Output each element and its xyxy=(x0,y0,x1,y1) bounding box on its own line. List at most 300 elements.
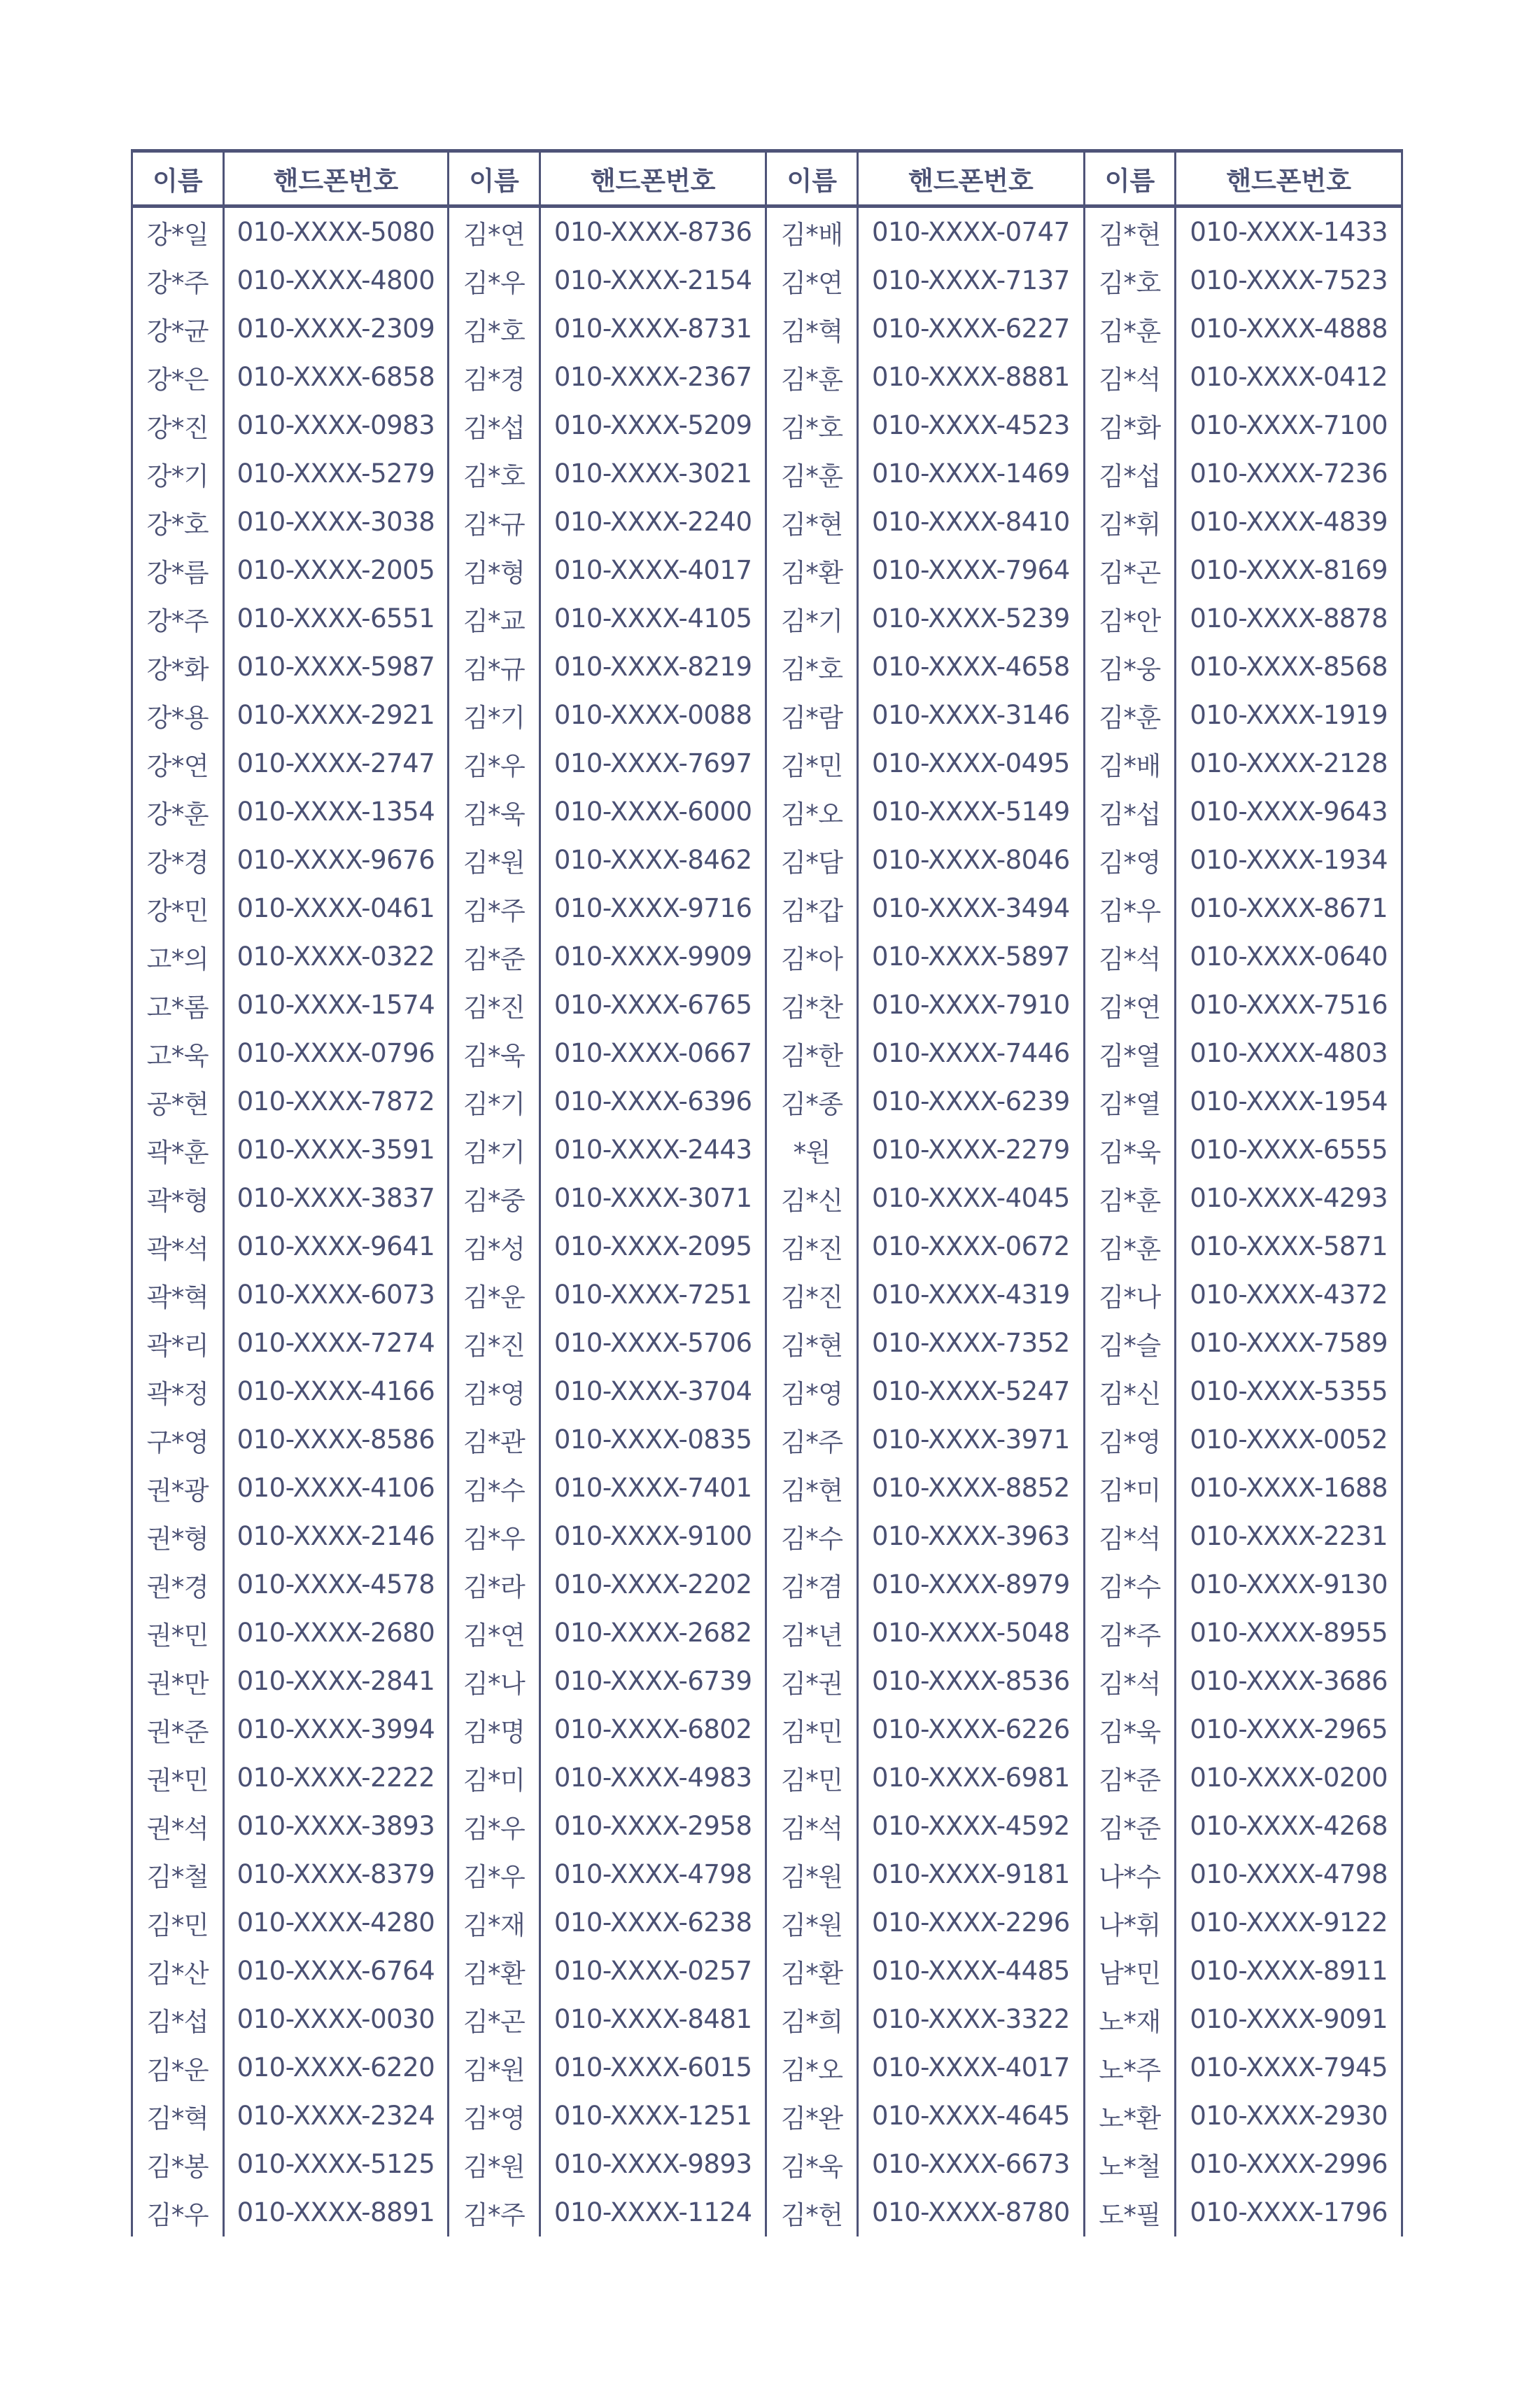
phone-cell: 010-XXXX-7251 xyxy=(540,1270,766,1319)
name-cell: 김*재 xyxy=(449,1898,540,1947)
name-cell: 강*화 xyxy=(132,643,224,691)
phone-cell: 010-XXXX-5987 xyxy=(223,643,449,691)
name-cell: 김*훈 xyxy=(1084,1222,1176,1270)
phone-cell: 010-XXXX-4578 xyxy=(223,1560,449,1609)
table-row xyxy=(132,1560,1402,1609)
name-cell: 김*우 xyxy=(449,1850,540,1898)
phone-cell: 010-XXXX-0052 xyxy=(1176,1415,1402,1464)
phone-cell: 010-XXXX-6551 xyxy=(223,594,449,643)
name-cell: 김*준 xyxy=(449,932,540,981)
name-cell: *원 xyxy=(766,1126,858,1174)
table-row xyxy=(132,353,1402,401)
phone-cell: 010-XXXX-0461 xyxy=(223,884,449,932)
table-row xyxy=(132,304,1402,353)
phone-cell: 010-XXXX-6220 xyxy=(223,2043,449,2092)
phone-cell: 010-XXXX-6227 xyxy=(858,304,1085,353)
name-cell: 김*성 xyxy=(449,1222,540,1270)
phone-cell: 010-XXXX-3704 xyxy=(540,1367,766,1415)
table-row xyxy=(132,498,1402,546)
phone-cell: 010-XXXX-5279 xyxy=(223,449,449,498)
phone-cell: 010-XXXX-2747 xyxy=(223,739,449,788)
table-row xyxy=(132,788,1402,836)
phone-cell: 010-XXXX-7236 xyxy=(1176,449,1402,498)
phone-cell: 010-XXXX-6555 xyxy=(1176,1126,1402,1174)
name-cell: 김*훈 xyxy=(1084,304,1176,353)
name-cell: 김*영 xyxy=(449,1367,540,1415)
phone-cell: 010-XXXX-6226 xyxy=(858,1705,1085,1754)
name-cell: 강*은 xyxy=(132,353,224,401)
phone-cell: 010-XXXX-0030 xyxy=(223,1995,449,2043)
table-row xyxy=(132,691,1402,739)
name-cell: 김*열 xyxy=(1084,1029,1176,1077)
phone-cell: 010-XXXX-4372 xyxy=(1176,1270,1402,1319)
phone-cell: 010-XXXX-2930 xyxy=(1176,2092,1402,2140)
name-cell: 권*형 xyxy=(132,1512,224,1560)
name-cell: 김*연 xyxy=(1084,981,1176,1029)
phone-cell: 010-XXXX-2309 xyxy=(223,304,449,353)
name-cell: 노*주 xyxy=(1084,2043,1176,2092)
name-cell: 권*민 xyxy=(132,1754,224,1802)
phone-cell: 010-XXXX-9676 xyxy=(223,836,449,884)
phone-cell: 010-XXXX-2005 xyxy=(223,546,449,594)
phone-cell: 010-XXXX-8979 xyxy=(858,1560,1085,1609)
name-cell: 김*섭 xyxy=(449,401,540,449)
phone-cell: 010-XXXX-2680 xyxy=(223,1609,449,1657)
name-cell: 김*운 xyxy=(449,1270,540,1319)
name-cell: 김*산 xyxy=(132,1947,224,1995)
phone-cell: 010-XXXX-4017 xyxy=(858,2043,1085,2092)
name-cell: 김*원 xyxy=(766,1850,858,1898)
name-cell: 김*봉 xyxy=(132,2140,224,2188)
name-cell: 강*주 xyxy=(132,594,224,643)
phone-cell: 010-XXXX-6858 xyxy=(223,353,449,401)
name-cell: 권*광 xyxy=(132,1464,224,1512)
name-cell: 김*기 xyxy=(449,1077,540,1126)
name-cell: 곽*형 xyxy=(132,1174,224,1222)
name-cell: 강*주 xyxy=(132,256,224,304)
phone-cell: 010-XXXX-3591 xyxy=(223,1126,449,1174)
name-cell: 김*경 xyxy=(449,353,540,401)
table-row xyxy=(132,1270,1402,1319)
header-row xyxy=(132,151,1402,206)
name-cell: 강*민 xyxy=(132,884,224,932)
phone-cell: 010-XXXX-7401 xyxy=(540,1464,766,1512)
name-cell: 김*아 xyxy=(766,932,858,981)
name-cell: 김*환 xyxy=(766,546,858,594)
phone-cell: 010-XXXX-6802 xyxy=(540,1705,766,1754)
phone-cell: 010-XXXX-5125 xyxy=(223,2140,449,2188)
name-cell: 김*혁 xyxy=(766,304,858,353)
name-cell: 곽*정 xyxy=(132,1367,224,1415)
phone-cell: 010-XXXX-9643 xyxy=(1176,788,1402,836)
table-row xyxy=(132,932,1402,981)
phone-cell: 010-XXXX-4105 xyxy=(540,594,766,643)
name-cell: 김*미 xyxy=(449,1754,540,1802)
name-cell: 김*배 xyxy=(766,206,858,257)
name-cell: 권*경 xyxy=(132,1560,224,1609)
name-cell: 김*나 xyxy=(1084,1270,1176,1319)
phone-cell: 010-XXXX-5209 xyxy=(540,401,766,449)
name-cell: 김*라 xyxy=(449,1560,540,1609)
name-cell: 김*진 xyxy=(449,981,540,1029)
phone-cell: 010-XXXX-6764 xyxy=(223,1947,449,1995)
name-cell: 곽*훈 xyxy=(132,1126,224,1174)
name-cell: 김*원 xyxy=(449,2140,540,2188)
phone-cell: 010-XXXX-9716 xyxy=(540,884,766,932)
phone-cell: 010-XXXX-0983 xyxy=(223,401,449,449)
table-row xyxy=(132,739,1402,788)
phone-cell: 010-XXXX-8780 xyxy=(858,2188,1085,2236)
name-cell: 김*호 xyxy=(449,449,540,498)
name-cell: 김*진 xyxy=(766,1222,858,1270)
name-cell: 김*석 xyxy=(1084,1657,1176,1705)
phone-cell: 010-XXXX-8878 xyxy=(1176,594,1402,643)
phone-cell: 010-XXXX-6396 xyxy=(540,1077,766,1126)
name-cell: 김*원 xyxy=(449,836,540,884)
phone-cell: 010-XXXX-3021 xyxy=(540,449,766,498)
phone-cell: 010-XXXX-2154 xyxy=(540,256,766,304)
phone-cell: 010-XXXX-8881 xyxy=(858,353,1085,401)
table-row xyxy=(132,1222,1402,1270)
phone-cell: 010-XXXX-4645 xyxy=(858,2092,1085,2140)
name-cell: 김*겸 xyxy=(766,1560,858,1609)
name-cell: 강*름 xyxy=(132,546,224,594)
name-cell: 김*섭 xyxy=(132,1995,224,2043)
phone-cell: 010-XXXX-5239 xyxy=(858,594,1085,643)
phone-cell: 010-XXXX-6238 xyxy=(540,1898,766,1947)
name-cell: 고*의 xyxy=(132,932,224,981)
phone-cell: 010-XXXX-4166 xyxy=(223,1367,449,1415)
name-cell: 김*준 xyxy=(1084,1754,1176,1802)
phone-cell: 010-XXXX-4888 xyxy=(1176,304,1402,353)
name-cell: 나*휘 xyxy=(1084,1898,1176,1947)
phone-cell: 010-XXXX-8852 xyxy=(858,1464,1085,1512)
phone-cell: 010-XXXX-3494 xyxy=(858,884,1085,932)
name-cell: 김*환 xyxy=(449,1947,540,1995)
phone-cell: 010-XXXX-0835 xyxy=(540,1415,766,1464)
table-row xyxy=(132,1850,1402,1898)
name-cell: 나*수 xyxy=(1084,1850,1176,1898)
name-cell: 김*욱 xyxy=(449,788,540,836)
name-cell: 김*배 xyxy=(1084,739,1176,788)
phone-cell: 010-XXXX-0667 xyxy=(540,1029,766,1077)
name-cell: 강*일 xyxy=(132,206,224,257)
phone-cell: 010-XXXX-1688 xyxy=(1176,1464,1402,1512)
table-body xyxy=(132,206,1402,2237)
name-cell: 김*섭 xyxy=(1084,449,1176,498)
name-cell: 김*석 xyxy=(1084,1512,1176,1560)
phone-cell: 010-XXXX-9641 xyxy=(223,1222,449,1270)
phone-cell: 010-XXXX-2240 xyxy=(540,498,766,546)
name-cell: 권*민 xyxy=(132,1609,224,1657)
phone-cell: 010-XXXX-5149 xyxy=(858,788,1085,836)
phone-cell: 010-XXXX-8046 xyxy=(858,836,1085,884)
table-row xyxy=(132,594,1402,643)
name-cell: 김*욱 xyxy=(1084,1126,1176,1174)
name-cell: 강*진 xyxy=(132,401,224,449)
name-cell: 김*형 xyxy=(449,546,540,594)
phone-cell: 010-XXXX-8462 xyxy=(540,836,766,884)
name-cell: 김*수 xyxy=(766,1512,858,1560)
phone-cell: 010-XXXX-4592 xyxy=(858,1802,1085,1850)
table-row xyxy=(132,1705,1402,1754)
phone-cell: 010-XXXX-0796 xyxy=(223,1029,449,1077)
name-cell: 강*연 xyxy=(132,739,224,788)
name-cell: 김*원 xyxy=(449,2043,540,2092)
name-cell: 김*영 xyxy=(1084,1415,1176,1464)
name-cell: 김*호 xyxy=(1084,256,1176,304)
name-cell: 구*영 xyxy=(132,1415,224,1464)
table-row xyxy=(132,1367,1402,1415)
phone-cell: 010-XXXX-4106 xyxy=(223,1464,449,1512)
table-row xyxy=(132,546,1402,594)
phone-cell: 010-XXXX-7446 xyxy=(858,1029,1085,1077)
phone-cell: 010-XXXX-8586 xyxy=(223,1415,449,1464)
table-row xyxy=(132,836,1402,884)
name-cell: 김*람 xyxy=(766,691,858,739)
table-row xyxy=(132,1657,1402,1705)
name-cell: 김*호 xyxy=(449,304,540,353)
phone-cell: 010-XXXX-5048 xyxy=(858,1609,1085,1657)
phone-cell: 010-XXXX-1354 xyxy=(223,788,449,836)
phone-cell: 010-XXXX-2921 xyxy=(223,691,449,739)
table-row xyxy=(132,1802,1402,1850)
name-cell: 김*종 xyxy=(766,1077,858,1126)
name-cell: 곽*리 xyxy=(132,1319,224,1367)
phone-cell: 010-XXXX-8736 xyxy=(540,206,766,257)
name-cell: 김*안 xyxy=(1084,594,1176,643)
table-row xyxy=(132,1609,1402,1657)
phone-cell: 010-XXXX-4983 xyxy=(540,1754,766,1802)
phone-cell: 010-XXXX-4280 xyxy=(223,1898,449,1947)
name-cell: 김*철 xyxy=(132,1850,224,1898)
phone-cell: 010-XXXX-9181 xyxy=(858,1850,1085,1898)
name-cell: 김*훈 xyxy=(1084,691,1176,739)
phone-cell: 010-XXXX-8911 xyxy=(1176,1947,1402,1995)
phone-cell: 010-XXXX-7964 xyxy=(858,546,1085,594)
phone-cell: 010-XXXX-3994 xyxy=(223,1705,449,1754)
phone-cell: 010-XXXX-5080 xyxy=(223,206,449,257)
phone-cell: 010-XXXX-4803 xyxy=(1176,1029,1402,1077)
phone-cell: 010-XXXX-2128 xyxy=(1176,739,1402,788)
phone-cell: 010-XXXX-7523 xyxy=(1176,256,1402,304)
name-cell: 노*환 xyxy=(1084,2092,1176,2140)
name-cell: 권*만 xyxy=(132,1657,224,1705)
header-phone-3: 핸드폰번호 xyxy=(858,151,1085,206)
phone-cell: 010-XXXX-7516 xyxy=(1176,981,1402,1029)
phone-cell: 010-XXXX-0640 xyxy=(1176,932,1402,981)
table-row xyxy=(132,206,1402,257)
phone-cell: 010-XXXX-2443 xyxy=(540,1126,766,1174)
table-row xyxy=(132,1029,1402,1077)
phone-cell: 010-XXXX-4800 xyxy=(223,256,449,304)
name-cell: 권*석 xyxy=(132,1802,224,1850)
phone-cell: 010-XXXX-6239 xyxy=(858,1077,1085,1126)
name-cell: 김*곤 xyxy=(1084,546,1176,594)
phone-cell: 010-XXXX-8568 xyxy=(1176,643,1402,691)
table-row xyxy=(132,1077,1402,1126)
phone-cell: 010-XXXX-6000 xyxy=(540,788,766,836)
table-row xyxy=(132,1754,1402,1802)
header-name-2: 이름 xyxy=(449,151,540,206)
name-cell: 강*훈 xyxy=(132,788,224,836)
name-cell: 김*원 xyxy=(766,1898,858,1947)
header-phone-2: 핸드폰번호 xyxy=(540,151,766,206)
name-cell: 김*교 xyxy=(449,594,540,643)
table-row xyxy=(132,2043,1402,2092)
phone-cell: 010-XXXX-1796 xyxy=(1176,2188,1402,2236)
name-cell: 김*진 xyxy=(766,1270,858,1319)
phone-cell: 010-XXXX-2996 xyxy=(1176,2140,1402,2188)
name-cell: 김*현 xyxy=(766,1319,858,1367)
phone-cell: 010-XXXX-1251 xyxy=(540,2092,766,2140)
name-cell: 김*운 xyxy=(132,2043,224,2092)
phone-cell: 010-XXXX-8219 xyxy=(540,643,766,691)
name-cell: 김*헌 xyxy=(766,2188,858,2236)
phone-cell: 010-XXXX-8536 xyxy=(858,1657,1085,1705)
name-cell: 김*환 xyxy=(766,1947,858,1995)
name-cell: 권*준 xyxy=(132,1705,224,1754)
name-cell: 김*영 xyxy=(449,2092,540,2140)
header-name-1: 이름 xyxy=(132,151,224,206)
phone-cell: 010-XXXX-8379 xyxy=(223,1850,449,1898)
name-cell: 김*오 xyxy=(766,2043,858,2092)
name-cell: 김*민 xyxy=(766,1705,858,1754)
name-cell: 김*민 xyxy=(766,1754,858,1802)
name-cell: 김*민 xyxy=(766,739,858,788)
phone-cell: 010-XXXX-2222 xyxy=(223,1754,449,1802)
name-cell: 강*용 xyxy=(132,691,224,739)
name-cell: 김*훈 xyxy=(766,449,858,498)
phone-cell: 010-XXXX-8169 xyxy=(1176,546,1402,594)
phone-cell: 010-XXXX-9130 xyxy=(1176,1560,1402,1609)
phone-cell: 010-XXXX-4268 xyxy=(1176,1802,1402,1850)
phone-cell: 010-XXXX-2146 xyxy=(223,1512,449,1560)
phone-cell: 010-XXXX-3893 xyxy=(223,1802,449,1850)
name-cell: 김*미 xyxy=(1084,1464,1176,1512)
name-cell: 김*욱 xyxy=(449,1029,540,1077)
phone-cell: 010-XXXX-9893 xyxy=(540,2140,766,2188)
name-cell: 김*욱 xyxy=(1084,1705,1176,1754)
table-row xyxy=(132,2092,1402,2140)
phone-cell: 010-XXXX-0088 xyxy=(540,691,766,739)
phone-cell: 010-XXXX-6015 xyxy=(540,2043,766,2092)
name-cell: 김*연 xyxy=(449,206,540,257)
phone-cell: 010-XXXX-3686 xyxy=(1176,1657,1402,1705)
phone-cell: 010-XXXX-7137 xyxy=(858,256,1085,304)
name-cell: 공*현 xyxy=(132,1077,224,1126)
name-cell: 강*기 xyxy=(132,449,224,498)
name-cell: 김*규 xyxy=(449,498,540,546)
phone-cell: 010-XXXX-0200 xyxy=(1176,1754,1402,1802)
table-row xyxy=(132,884,1402,932)
name-cell: 김*호 xyxy=(766,643,858,691)
name-cell: 김*우 xyxy=(449,1512,540,1560)
name-cell: 김*관 xyxy=(449,1415,540,1464)
header-name-4: 이름 xyxy=(1084,151,1176,206)
name-cell: 김*영 xyxy=(766,1367,858,1415)
phone-cell: 010-XXXX-7100 xyxy=(1176,401,1402,449)
phone-cell: 010-XXXX-6739 xyxy=(540,1657,766,1705)
name-cell: 김*열 xyxy=(1084,1077,1176,1126)
phone-cell: 010-XXXX-2202 xyxy=(540,1560,766,1609)
name-cell: 김*현 xyxy=(1084,206,1176,257)
phone-cell: 010-XXXX-4017 xyxy=(540,546,766,594)
name-cell: 김*주 xyxy=(1084,1609,1176,1657)
name-cell: 김*진 xyxy=(449,1319,540,1367)
name-cell: 김*오 xyxy=(766,788,858,836)
phone-cell: 010-XXXX-2231 xyxy=(1176,1512,1402,1560)
phone-cell: 010-XXXX-7589 xyxy=(1176,1319,1402,1367)
name-cell: 김*년 xyxy=(766,1609,858,1657)
name-cell: 노*철 xyxy=(1084,2140,1176,2188)
name-cell: 김*현 xyxy=(766,498,858,546)
name-cell: 김*석 xyxy=(1084,353,1176,401)
phone-cell: 010-XXXX-9909 xyxy=(540,932,766,981)
phone-cell: 010-XXXX-4293 xyxy=(1176,1174,1402,1222)
name-cell: 김*한 xyxy=(766,1029,858,1077)
phone-cell: 010-XXXX-2958 xyxy=(540,1802,766,1850)
table-row xyxy=(132,256,1402,304)
phone-cell: 010-XXXX-2682 xyxy=(540,1609,766,1657)
phone-cell: 010-XXXX-2279 xyxy=(858,1126,1085,1174)
phone-cell: 010-XXXX-9091 xyxy=(1176,1995,1402,2043)
phone-cell: 010-XXXX-8731 xyxy=(540,304,766,353)
name-cell: 김*완 xyxy=(766,2092,858,2140)
phone-cell: 010-XXXX-2324 xyxy=(223,2092,449,2140)
name-cell: 김*현 xyxy=(766,1464,858,1512)
name-cell: 김*주 xyxy=(449,884,540,932)
name-cell: 김*훈 xyxy=(1084,1174,1176,1222)
name-cell: 김*우 xyxy=(449,739,540,788)
name-cell: 김*연 xyxy=(449,1609,540,1657)
phone-cell: 010-XXXX-7910 xyxy=(858,981,1085,1029)
table-row xyxy=(132,1898,1402,1947)
name-cell: 김*준 xyxy=(1084,1802,1176,1850)
name-cell: 김*우 xyxy=(1084,884,1176,932)
table-row xyxy=(132,1174,1402,1222)
name-cell: 김*나 xyxy=(449,1657,540,1705)
phone-cell: 010-XXXX-9122 xyxy=(1176,1898,1402,1947)
phone-cell: 010-XXXX-2965 xyxy=(1176,1705,1402,1754)
name-cell: 노*재 xyxy=(1084,1995,1176,2043)
phone-cell: 010-XXXX-8671 xyxy=(1176,884,1402,932)
name-cell: 김*혁 xyxy=(132,2092,224,2140)
phone-cell: 010-XXXX-7945 xyxy=(1176,2043,1402,2092)
table-row xyxy=(132,1415,1402,1464)
phone-cell: 010-XXXX-3038 xyxy=(223,498,449,546)
phone-cell: 010-XXXX-0322 xyxy=(223,932,449,981)
name-cell: 김*영 xyxy=(1084,836,1176,884)
phone-cell: 010-XXXX-2367 xyxy=(540,353,766,401)
phone-cell: 010-XXXX-1433 xyxy=(1176,206,1402,257)
phone-cell: 010-XXXX-4658 xyxy=(858,643,1085,691)
name-cell: 김*수 xyxy=(449,1464,540,1512)
table-row xyxy=(132,1947,1402,1995)
phone-cell: 010-XXXX-6765 xyxy=(540,981,766,1029)
phone-cell: 010-XXXX-5355 xyxy=(1176,1367,1402,1415)
name-cell: 김*섭 xyxy=(1084,788,1176,836)
name-cell: 남*민 xyxy=(1084,1947,1176,1995)
table-row xyxy=(132,1995,1402,2043)
name-cell: 김*기 xyxy=(766,594,858,643)
name-cell: 곽*석 xyxy=(132,1222,224,1270)
phone-cell: 010-XXXX-5247 xyxy=(858,1367,1085,1415)
header-phone-1: 핸드폰번호 xyxy=(223,151,449,206)
table-row xyxy=(132,449,1402,498)
phone-cell: 010-XXXX-7274 xyxy=(223,1319,449,1367)
name-cell: 강*호 xyxy=(132,498,224,546)
